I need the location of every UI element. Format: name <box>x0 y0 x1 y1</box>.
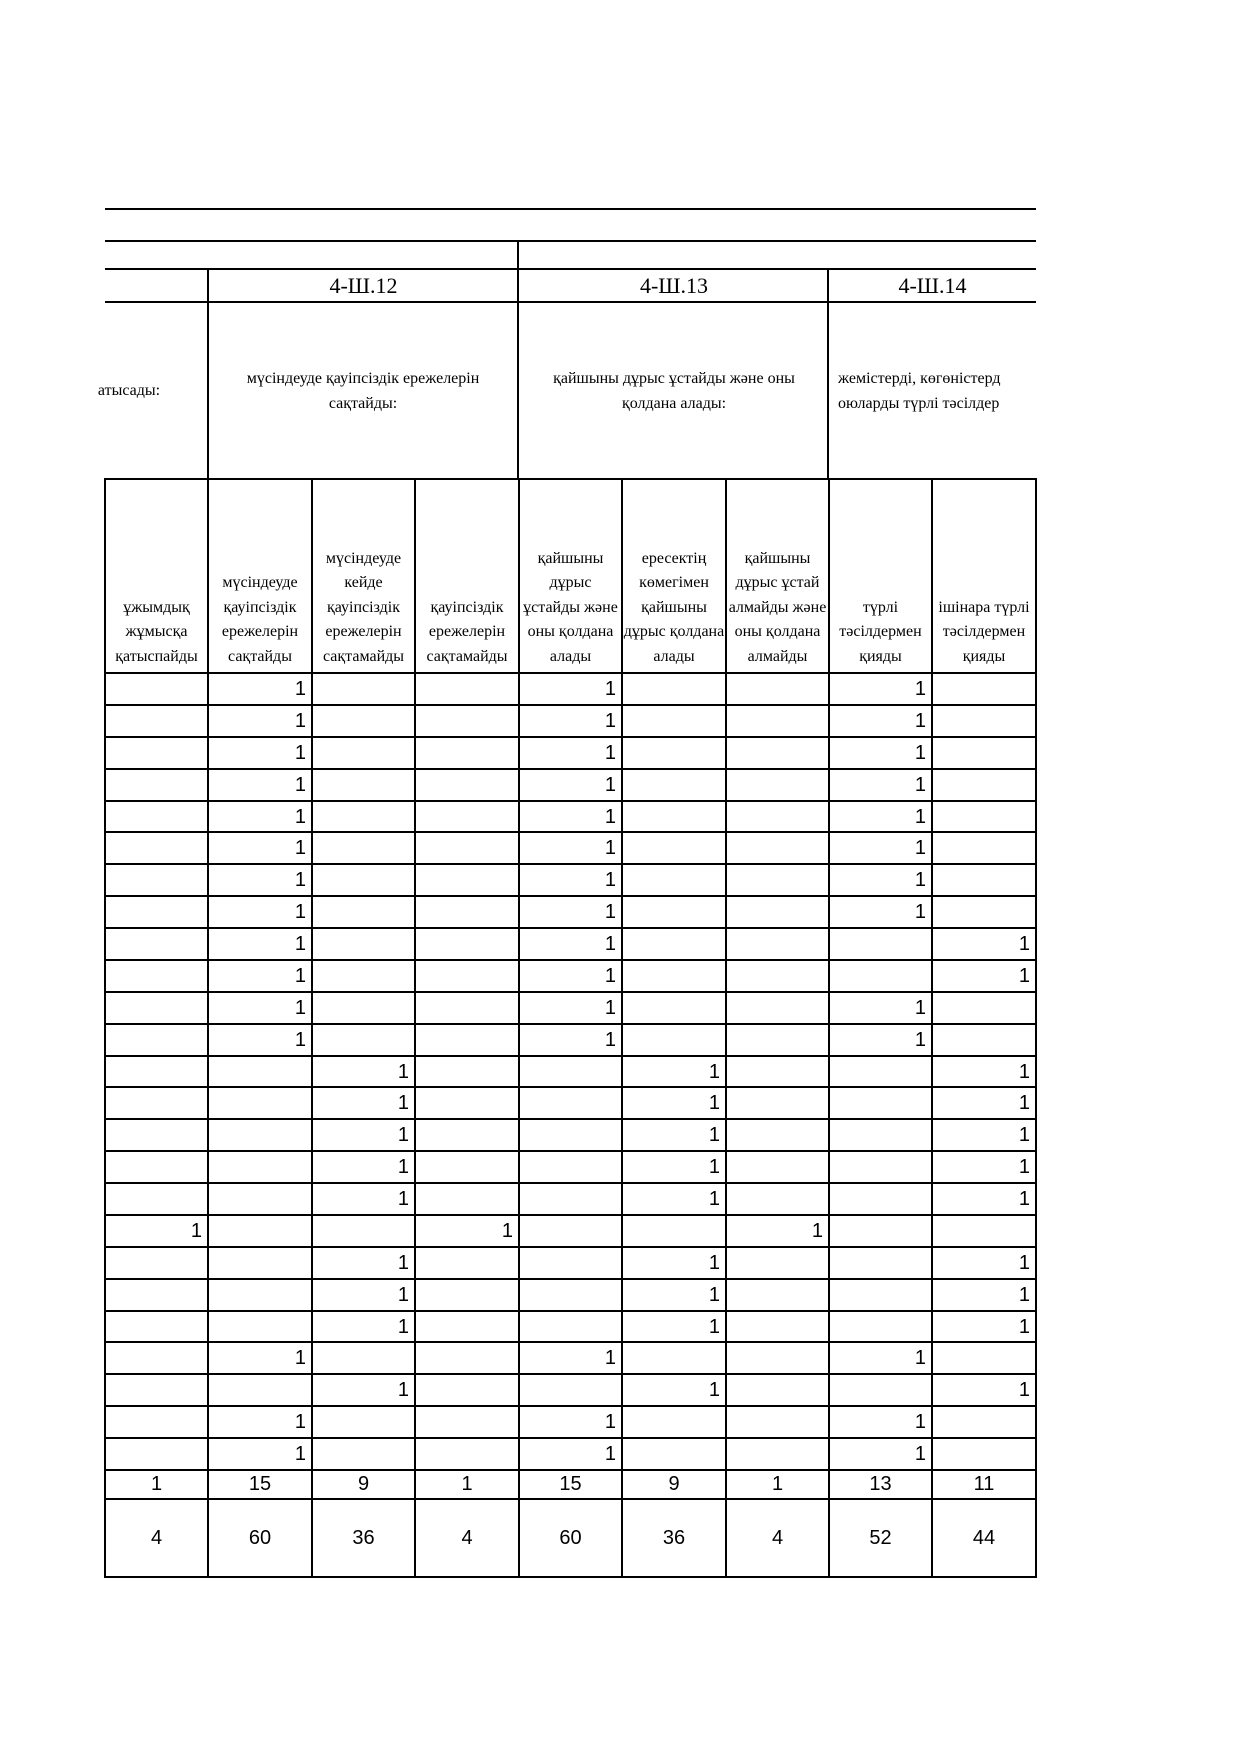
table-cell: 1 <box>294 677 306 700</box>
table-cell: 1 <box>604 805 616 828</box>
row-divider <box>105 1278 1036 1280</box>
table-cell: 1 <box>604 741 616 764</box>
table-cell: 1 <box>708 1251 720 1274</box>
column-header: ішінара түрлі тәсілдермен қияды <box>938 598 1030 665</box>
table-cell: 1 <box>1018 1155 1030 1178</box>
table-cell: 1 <box>914 836 926 859</box>
table-cell: 1 <box>397 1187 409 1210</box>
table-cell: 1 <box>914 805 926 828</box>
percent-cell: 44 <box>972 1526 996 1549</box>
table-cell: 1 <box>1018 932 1030 955</box>
indicator-code: 4-Ш.12 <box>329 272 398 298</box>
group-band-top <box>105 240 1036 242</box>
table-cell: 1 <box>294 932 306 955</box>
row-divider <box>105 1310 1036 1312</box>
table-cell: 1 <box>294 709 306 732</box>
total-cell: 9 <box>668 1473 680 1495</box>
table-cell: 1 <box>294 996 306 1019</box>
column-header: қайшыны дұрыс ұстайды және оны қолдана алады <box>523 549 618 665</box>
column-header: мүсіндеуде қауіпсіздік ережелерін сақтайды <box>221 574 299 665</box>
total-cell: 1 <box>461 1473 473 1495</box>
group-description: қайшыны дұрыс ұстайды және оны қолдана алады: <box>553 369 795 412</box>
table-cell: 1 <box>914 996 926 1019</box>
table-cell: 1 <box>604 836 616 859</box>
table-cell: 1 <box>294 964 306 987</box>
table-cell: 1 <box>397 1315 409 1338</box>
total-cell: 9 <box>357 1473 370 1495</box>
table-cell: 1 <box>604 1028 616 1051</box>
table-cell: 1 <box>604 1442 616 1465</box>
table-cell: 1 <box>604 677 616 700</box>
table-cell: 1 <box>1018 1283 1030 1306</box>
group-description: атысады: <box>97 382 161 399</box>
table-cell: 1 <box>604 1346 616 1369</box>
column-header: ұжымдық жұмысқа қатыспайды <box>115 598 198 665</box>
table-cell: 1 <box>604 773 616 796</box>
table-cell: 1 <box>294 836 306 859</box>
row-divider <box>105 1055 1036 1057</box>
table-cell: 1 <box>604 964 616 987</box>
table-cell: 1 <box>708 1060 720 1083</box>
table-cell: 1 <box>397 1251 409 1274</box>
total-cell: 15 <box>248 1473 272 1495</box>
table-cell: 1 <box>604 996 616 1019</box>
table-cell: 1 <box>914 741 926 764</box>
table-cell: 1 <box>294 1410 306 1433</box>
table-cell: 1 <box>708 1155 720 1178</box>
table-cell: 1 <box>294 1346 306 1369</box>
table-cell: 1 <box>397 1060 409 1083</box>
table-cell: 1 <box>501 1219 513 1242</box>
table-cell: 1 <box>604 709 616 732</box>
table-cell: 1 <box>294 773 306 796</box>
row-divider <box>105 1373 1036 1375</box>
total-cell: 1 <box>150 1473 163 1495</box>
table-cell: 1 <box>294 805 306 828</box>
percent-cell: 60 <box>559 1526 582 1549</box>
table-cell: 1 <box>1018 1315 1030 1338</box>
table-cell: 1 <box>1018 1251 1030 1274</box>
total-cell: 15 <box>559 1473 582 1495</box>
percent-cell: 4 <box>461 1526 473 1549</box>
table-cell: 1 <box>914 1410 926 1433</box>
table-cell: 1 <box>1018 1060 1030 1083</box>
table-cell: 1 <box>914 868 926 891</box>
percent-cell: 60 <box>248 1526 272 1549</box>
table-cell: 1 <box>397 1091 409 1114</box>
table-cell: 1 <box>708 1091 720 1114</box>
table-cell: 1 <box>397 1378 409 1401</box>
row-divider <box>105 1246 1036 1248</box>
total-cell: 11 <box>973 1473 995 1495</box>
column-header: қауіпсіздік ережелерін сақтамайды <box>426 598 508 665</box>
table-cell: 1 <box>914 677 926 700</box>
table-cell: 1 <box>708 1187 720 1210</box>
indicator-code: 4-Ш.14 <box>898 272 967 298</box>
table-cell: 1 <box>914 709 926 732</box>
table-cell: 1 <box>708 1283 720 1306</box>
table-cell: 1 <box>604 900 616 923</box>
column-header: түрлі тәсілдермен қияды <box>839 598 922 665</box>
table-cell: 1 <box>708 1378 720 1401</box>
percent-cell: 4 <box>150 1526 163 1549</box>
column-header: мүсіндеуде кейде қауіпсіздік ережелерін сақтамайды <box>322 549 405 665</box>
table-right-border <box>1035 478 1037 1578</box>
table-cell: 1 <box>1018 1123 1030 1146</box>
total-cell: 1 <box>771 1473 784 1495</box>
percent-cell: 36 <box>662 1526 686 1549</box>
row-divider <box>105 1150 1036 1152</box>
table-bottom <box>105 1576 1036 1578</box>
table-cell: 1 <box>294 900 306 923</box>
table-cell: 1 <box>397 1123 409 1146</box>
table-cell: 1 <box>708 1315 720 1338</box>
percent-cell: 4 <box>771 1526 784 1549</box>
table-cell: 1 <box>811 1219 823 1242</box>
table-cell: 1 <box>1018 1187 1030 1210</box>
table-cell: 1 <box>397 1155 409 1178</box>
table-cell: 1 <box>397 1283 409 1306</box>
row-divider <box>105 1182 1036 1184</box>
table-cell: 1 <box>1018 1378 1030 1401</box>
table-cell: 1 <box>914 773 926 796</box>
column-header: ересектің көмегімен қайшыны дұрыс қолдана алады <box>623 549 725 665</box>
table-cell: 1 <box>294 1442 306 1465</box>
table-cell: 1 <box>1018 964 1030 987</box>
indicator-code: 4-Ш.13 <box>639 272 709 298</box>
percent-cell: 36 <box>352 1526 375 1549</box>
table-cell: 1 <box>914 1028 926 1051</box>
table-cell: 1 <box>294 868 306 891</box>
table-cell: 1 <box>708 1123 720 1146</box>
table-cell: 1 <box>1018 1091 1030 1114</box>
table-cell: 1 <box>604 1410 616 1433</box>
column-header: қайшыны дұрыс ұстай алмайды және оны қолдана алмайды <box>728 549 827 665</box>
table-cell: 1 <box>914 1442 926 1465</box>
row-divider <box>105 1118 1036 1120</box>
percent-cell: 52 <box>869 1526 892 1549</box>
table-cell: 1 <box>914 900 926 923</box>
group-description: мүсіндеуде қауіпсіздік ережелерін сақтайды: <box>246 369 480 412</box>
table-cell: 1 <box>914 1346 926 1369</box>
table-cell: 1 <box>190 1219 202 1242</box>
table-cell: 1 <box>604 868 616 891</box>
row-divider <box>105 1214 1036 1216</box>
row-divider <box>105 1086 1036 1088</box>
top-rule <box>105 208 1036 210</box>
table-cell: 1 <box>294 741 306 764</box>
total-cell: 13 <box>869 1473 892 1495</box>
table-cell: 1 <box>294 1028 306 1051</box>
group-description: жемістерді, көгөністерд оюларды түрлі тәсілдер <box>838 369 1001 412</box>
table-cell: 1 <box>604 932 616 955</box>
